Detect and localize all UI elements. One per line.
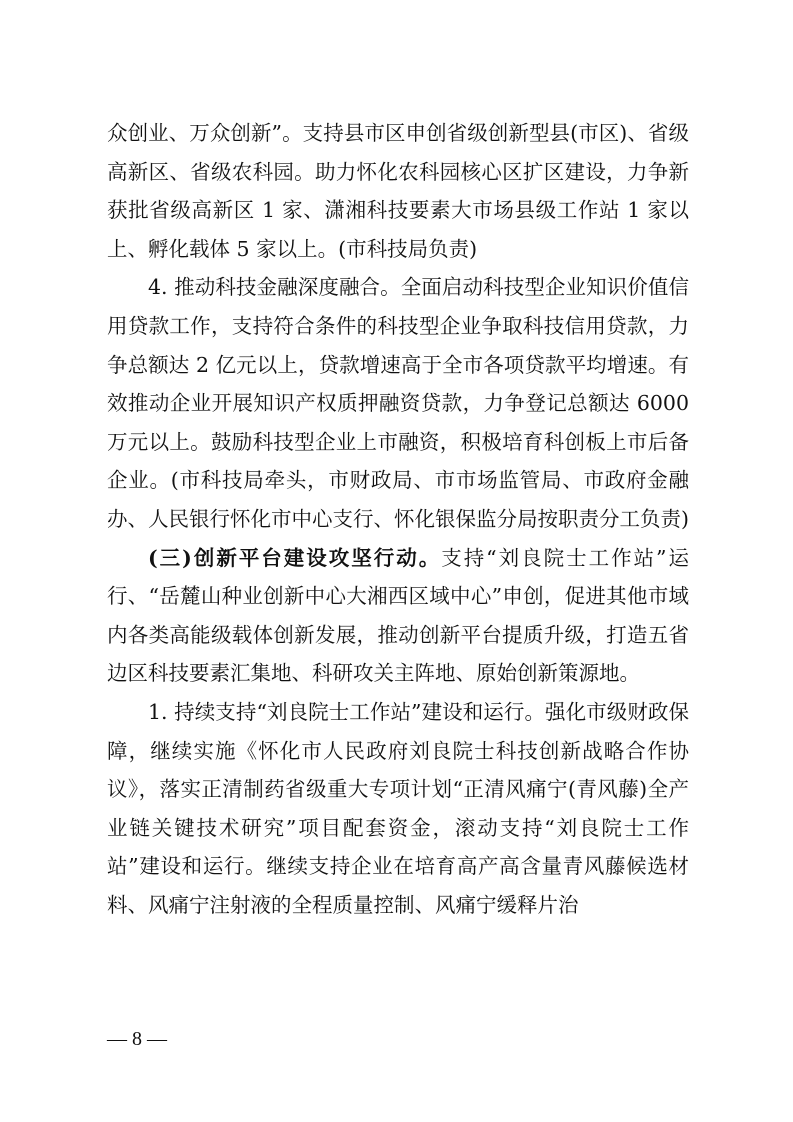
paragraph-section-3 bbox=[107, 539, 689, 693]
paragraph-text: 众创业、万众创新”。支持县市区申创省级创新型县(市区)、省级高新区、省级农科园。助力怀化农科园核心区扩区建设，力争新获批省级高新区 1 家、潇湘科技要素大市场县级工作站 1 家以上、孵化载体 5 家以上。(市科技局负责) bbox=[107, 121, 689, 261]
document-body bbox=[107, 114, 689, 924]
paragraph-text: 1. 持续支持“刘良院士工作站”建设和运行。强化市级财政保障，继续实施《怀化市人民政府刘良院士科技创新战略合作协议》，落实正清制药省级重大专项计划“正清风痛宁(青风藤)全产业链关键技术研究”项目配套资金，滚动支持“刘良院士工作站”建设和运行。继续支持企业在培育高产高含量青风藤候选材料、风痛宁注射液的全程质量控制、风痛宁缓释片治 bbox=[107, 699, 689, 917]
paragraph-text: 4. 推动科技金融深度融合。全面启动科技型企业知识价值信用贷款工作，支持符合条件的科技型企业争取科技信用贷款，力争总额达 2 亿元以上，贷款增速高于全市各项贷款平均增速。有效推动企业开展知识产权质押融资贷款，力争登记总额达 6000 万元以上。鼓励科技型企业上市融资，积极培育科创板上市后备企业。(市科技局牵头，市财政局、市市场监管局、市政府金融办、人民银行怀化市中心支行、怀化银保监分局按职责分工负责) bbox=[107, 275, 689, 531]
section-heading: (三)创新平台建设攻坚行动。 bbox=[148, 545, 442, 570]
paragraph-item-4 bbox=[107, 268, 689, 538]
paragraph-item-1 bbox=[107, 693, 689, 925]
page-number: — 8 — bbox=[107, 1028, 167, 1050]
paragraph-text: 支持“刘良院士工作站”运行、“岳麓山种业创新中心大湘西区域中心”申创，促进其他市域内各类高能级载体创新发展，推动创新平台提质升级，打造五省边区科技要素汇集地、科研攻关主阵地、原始创新策源地。 bbox=[107, 545, 689, 686]
paragraph-continuation bbox=[107, 114, 689, 268]
